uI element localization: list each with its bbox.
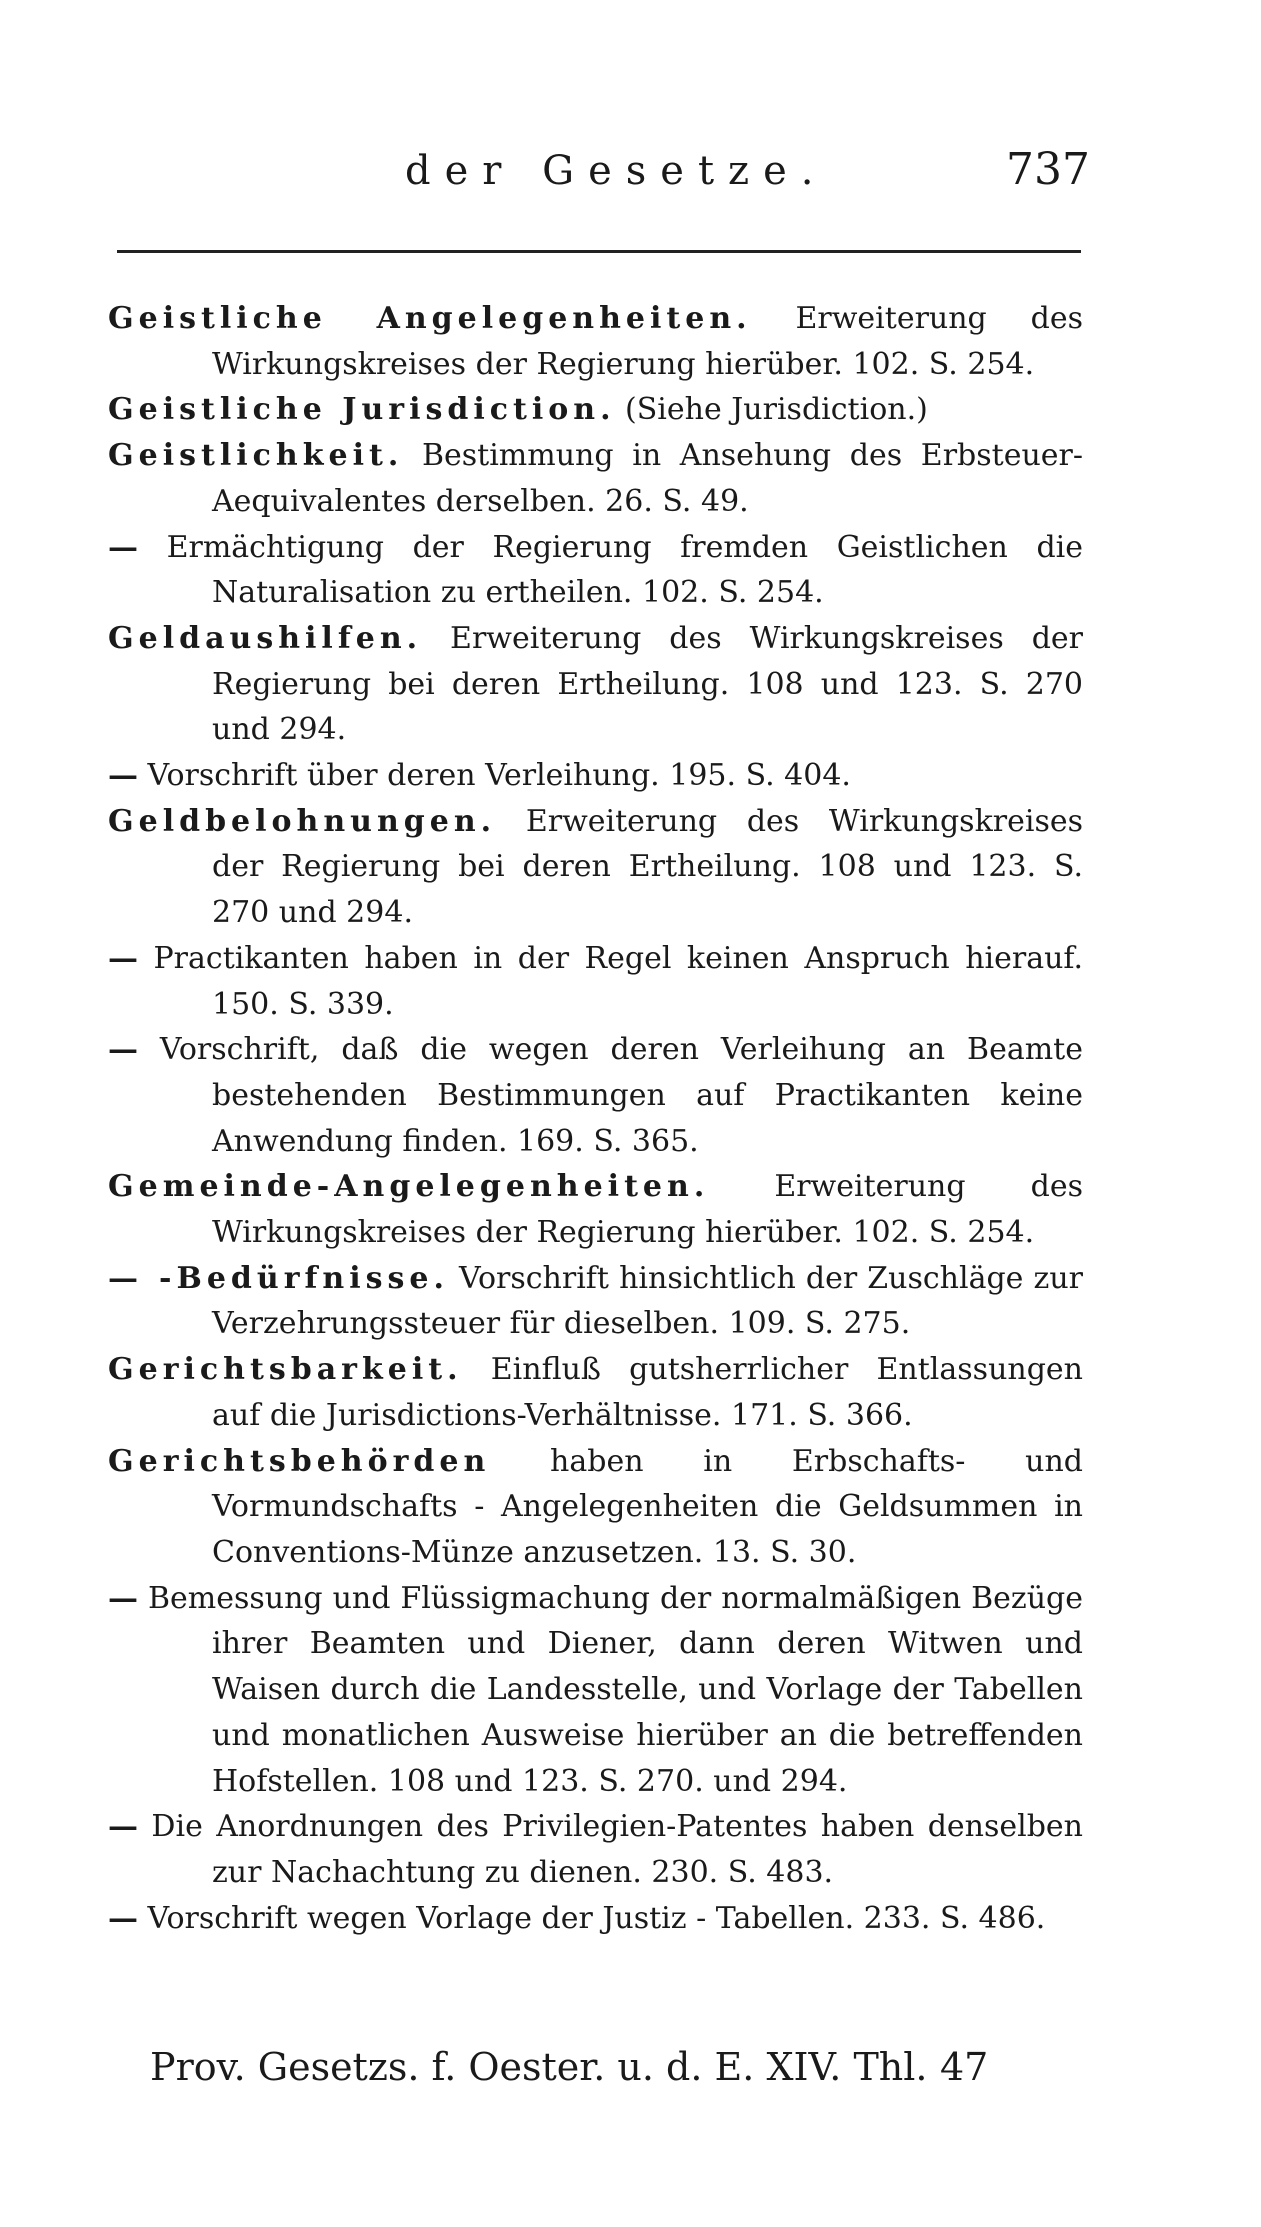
index-entry	[108, 1256, 1083, 1347]
entry-lead: —	[108, 1032, 138, 1068]
entry-lead: —	[108, 758, 138, 794]
index-entry	[108, 296, 1083, 387]
entry-text: Erweiterung des Wirkungskreises der Regierung bei deren Ertheilung. 108 und 123. S. 270 und 294.	[212, 620, 1083, 748]
index-entry	[108, 387, 1083, 433]
index-entry	[108, 1804, 1083, 1895]
entry-text: Bestimmung in Ansehung des Erbsteuer-Aequivalentes derselben. 26. S. 49.	[212, 438, 1083, 519]
index-entry	[108, 936, 1083, 1027]
page-number: 737	[1006, 144, 1090, 195]
entry-lead: — -Bedürfnisse.	[108, 1260, 449, 1296]
header-rule	[117, 250, 1081, 253]
entry-text: Bemessung und Flüssigmachung der normalmäßigen Bezüge ihrer Beamten und Diener, dann deren Witwen und Waisen durch die Landesstelle, und Vorlage der Tabellen und monatlichen Ausweise hierüber an die betreffenden Hofstellen. 108 und 123. S. 270. und 294.	[138, 1580, 1083, 1799]
entry-lead: Geistlichkeit.	[108, 438, 404, 474]
index-entry	[108, 799, 1083, 936]
index-entry	[108, 1896, 1083, 1942]
index-entry	[108, 433, 1083, 524]
running-head	[0, 144, 1261, 208]
entry-lead: Geldbelohnungen.	[108, 803, 497, 839]
entry-lead: —	[108, 1580, 138, 1616]
entry-lead: Geldaushilfen.	[108, 620, 423, 656]
entry-text: Vorschrift wegen Vorlage der Justiz - Tabellen. 233. S. 486.	[138, 1900, 1046, 1936]
index-entry	[108, 1439, 1083, 1576]
entry-text: Vorschrift hinsichtlich der Zuschläge zur Verzehrungssteuer für dieselben. 109. S. 275.	[212, 1260, 1084, 1342]
entry-lead: —	[108, 1809, 138, 1845]
entry-text: (Siehe Jurisdiction.)	[615, 392, 928, 428]
entry-text: Die Anordnungen des Privilegien-Patentes haben denselben zur Nachachtung zu dienen. 230. S. 483.	[138, 1809, 1083, 1890]
sheet-number: 47	[940, 2045, 989, 2089]
index-entry	[108, 525, 1083, 616]
entry-text: Ermächtigung der Regierung fremden Geistlichen die Naturalisation zu ertheilen. 102. S. 254.	[138, 529, 1083, 611]
entry-text: Erweiterung des Wirkungskreises der Regierung bei deren Ertheilung. 108 und 123. S. 270 und 294.	[212, 803, 1083, 931]
entry-lead: Gemeinde-Angelegenheiten.	[108, 1169, 710, 1205]
entry-lead: Geistliche Jurisdiction.	[108, 392, 616, 428]
index-entry	[108, 1164, 1083, 1255]
entry-text: Einfluß gutsherrlicher Entlassungen auf die Jurisdictions-Verhältnisse. 171. S. 366.	[212, 1352, 1083, 1433]
index-entry	[108, 753, 1083, 799]
index-entry	[108, 1347, 1083, 1438]
entry-lead: Gerichtsbehörden	[108, 1443, 491, 1479]
entry-text: Erweiterung des Wirkungskreises der Regierung hierüber. 102. S. 254.	[212, 301, 1083, 382]
index-entry	[108, 1027, 1083, 1164]
entry-lead: Gerichtsbarkeit.	[108, 1352, 463, 1388]
entry-lead: Geistliche Angelegenheiten.	[108, 301, 752, 336]
entry-text: Practikanten haben in der Regel keinen Anspruch hierauf. 150. S. 339.	[138, 940, 1083, 1022]
running-title: der Gesetze.	[405, 148, 828, 194]
entry-text: Vorschrift über deren Verleihung. 195. S. 404.	[138, 758, 851, 794]
entry-text: Erweiterung des Wirkungskreises der Regierung hierüber. 102. S. 254.	[212, 1169, 1083, 1251]
index-entry	[108, 1576, 1083, 1805]
entry-lead: —	[108, 940, 138, 976]
signature-text: Prov. Gesetzs. f. Oester. u. d. E. XIV. Thl.	[150, 2045, 928, 2089]
entry-lead: —	[108, 1900, 138, 1936]
entry-text: haben in Erbschafts- und Vormundschafts - Angelegenheiten die Geldsummen in Conventions-Münze anzusetzen. 13. S. 30.	[212, 1443, 1083, 1570]
index-entries	[108, 296, 1083, 1941]
index-entry	[108, 616, 1083, 753]
entry-lead: —	[108, 529, 138, 565]
entry-text: Vorschrift, daß die wegen deren Verleihung an Beamte bestehenden Bestimmungen auf Practikanten keine Anwendung finden. 169. S. 365.	[138, 1032, 1083, 1159]
